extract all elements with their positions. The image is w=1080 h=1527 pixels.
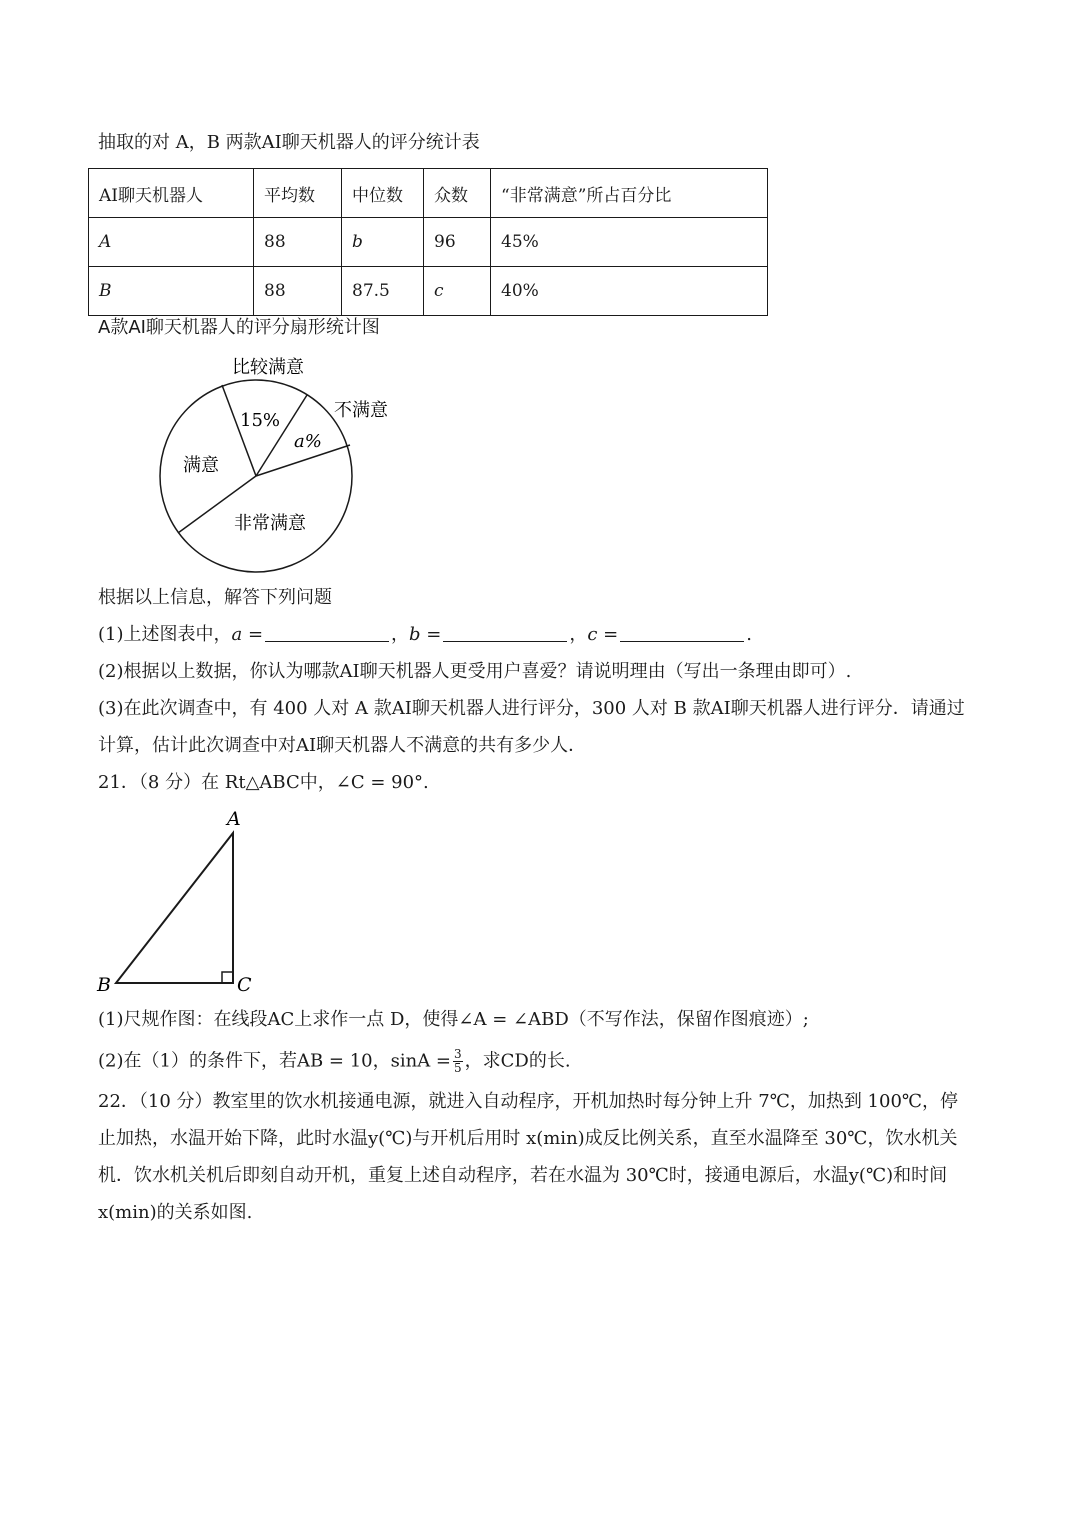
problem-22-line1: 22．（10 分）教室里的饮水机接通电源，就进入自动程序，开机加热时每分钟上升 7℃，加热到 100℃，停 [98,1091,959,1112]
table-row [89,267,768,316]
problem-22-line3: 机．饮水机关机后即刻自动开机，重复上述自动程序，若在水温为 30℃时，接通电源后，水温y(℃)和时间 [98,1165,948,1186]
right-angle-marker [222,972,233,983]
answer-blank-b[interactable] [443,623,567,642]
question-2: (2)根据以上数据，你认为哪款AI聊天机器人更受用户喜爱？请说明理由（写出一条理由即可）. [98,661,852,682]
pie-title: A款AI聊天机器人的评分扇形统计图 [98,317,380,338]
fraction-denominator: 5 [454,1061,462,1075]
slice-label-bijiao: 比较满意 [232,357,304,378]
table-row [89,218,768,267]
header-cell: 平均数 [254,169,342,218]
slice-label-manyi: 满意 [183,455,219,476]
questions-intro: 根据以上信息，解答下列问题 [98,587,332,608]
problem-22-line2: 止加热，水温开始下降，此时水温y(℃)与开机后用时 x(min)成反比例关系，直至水温降至 30℃，饮水机关 [98,1128,958,1149]
q2-prefix: (2)在（1）的条件下，若AB = 10，sinA = [98,1050,451,1072]
vertex-a-label: A [227,808,241,830]
header-cell: 中位数 [342,169,424,218]
table-cell: 88 [254,267,342,316]
header-cell: “非常满意”所占百分比 [491,169,768,218]
question-1: (1)上述图表中，a = ，b = ，c = . [98,624,752,645]
table-cell: 96 [424,218,491,267]
table-header-row [89,169,768,218]
problem-21-q1: (1)尺规作图：在线段AC上求作一点 D，使得∠A = ∠ABD（不写作法，保留作图痕迹）; [98,1009,809,1030]
q1-prefix: (1)上述图表中， [98,624,232,645]
table-cell: 87.5 [342,267,424,316]
table-cell: 40% [491,267,768,316]
table-caption: 抽取的对 A，B 两款AI聊天机器人的评分统计表 [98,132,480,153]
q2-suffix: ，求CD的长. [464,1050,571,1072]
table-cell: A [89,218,254,267]
slice-label-bumanyi: 不满意 [334,400,388,421]
pie-chart [150,348,410,578]
slice-label-feichang: 非常满意 [234,513,306,534]
triangle-abc [116,833,233,983]
header-cell: 众数 [424,169,491,218]
vertex-c-label: C [237,974,252,996]
problem-21-q2 [98,1048,571,1075]
table-cell: c [424,267,491,316]
header-cell: AI聊天机器人 [89,169,254,218]
table-cell: b [342,218,424,267]
problem-21-header: 21．（8 分）在 Rt△ABC中，∠C = 90°. [98,772,429,793]
question-3-line1: (3)在此次调查中，有 400 人对 A 款AI聊天机器人进行评分，300 人对 B 款AI聊天机器人进行评分．请通过 [98,698,965,719]
slice-value-bijiao: 15% [240,410,281,431]
q1-a-label: a = [231,624,264,645]
q1-c-label: c = [587,624,619,645]
answer-blank-c[interactable] [620,623,744,642]
stats-table [88,168,768,316]
problem-22-line4: x(min)的关系如图. [98,1202,253,1223]
vertex-b-label: B [97,974,111,996]
table-cell: 45% [491,218,768,267]
fraction-numerator: 3 [454,1047,462,1061]
table-cell: 88 [254,218,342,267]
fraction-three-fifths [453,1048,463,1075]
triangle-figure [92,805,272,997]
q1-b-label: b = [409,624,442,645]
question-3-line2: 计算，估计此次调查中对AI聊天机器人不满意的共有多少人． [98,735,587,756]
slice-value-bumanyi: a% [294,431,322,452]
answer-blank-a[interactable] [265,623,389,642]
table-cell: B [89,267,254,316]
